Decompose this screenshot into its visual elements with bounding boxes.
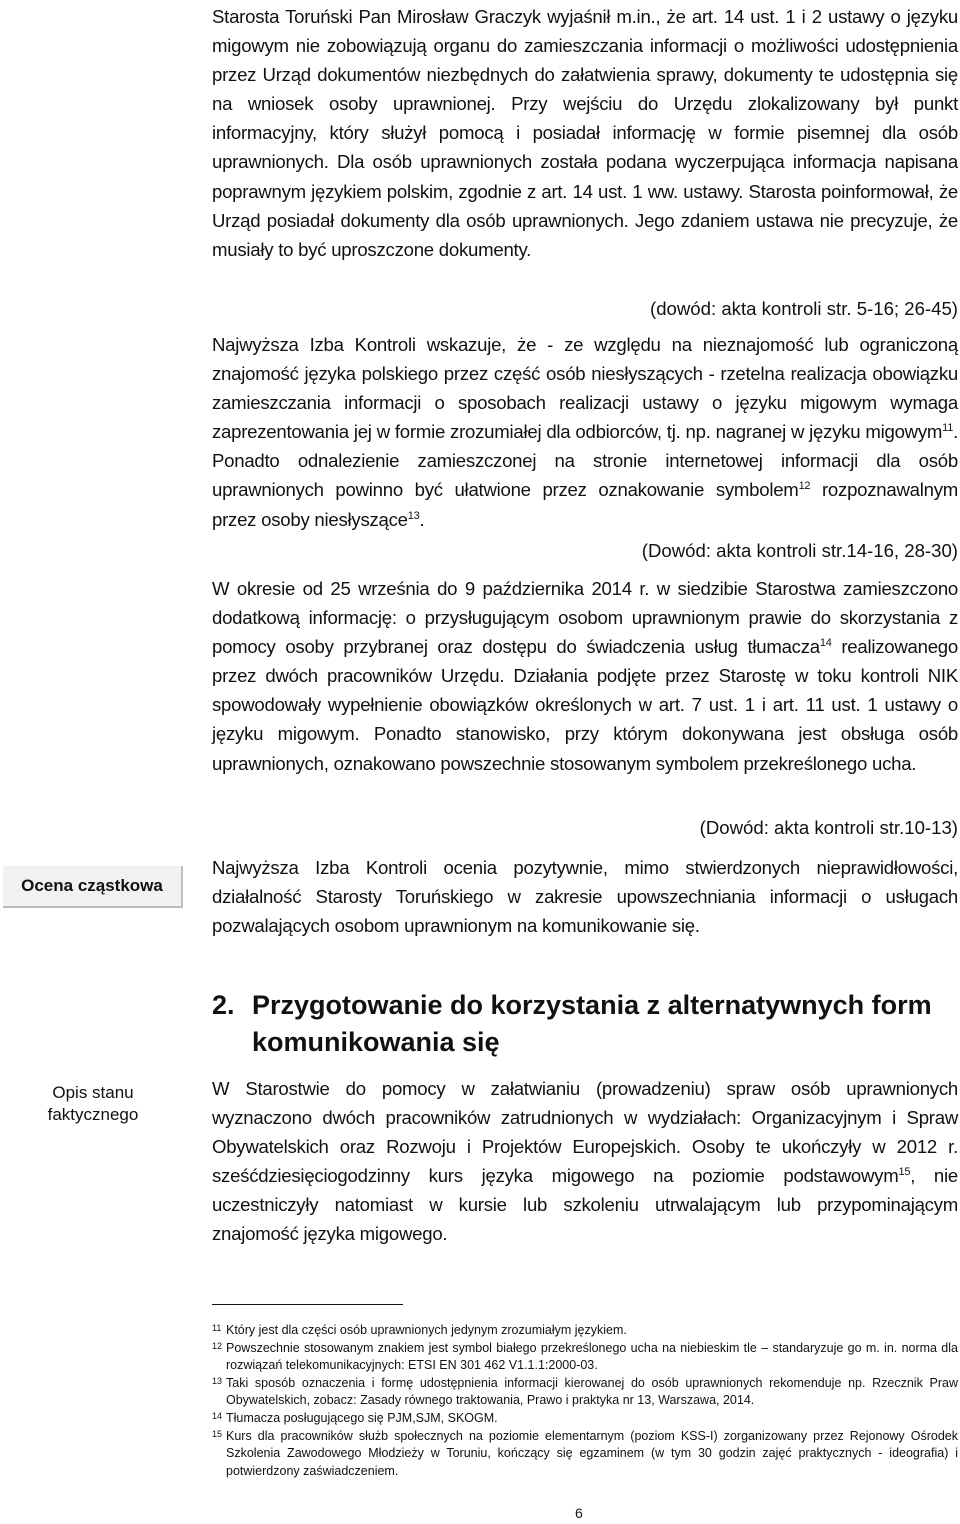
section-heading: [212, 987, 958, 1061]
paragraph-text: [212, 574, 958, 778]
text-segment: Najwyższa Izba Kontroli wskazuje, że - ze względu na nieznajomość lub ograniczoną znajomość języka polskiego przez część osób niesłyszących - rzetelna realizacja obowiązku zamieszczania informacji o sposobach realizacji ustawy o języku migowym wymaga zaprezentowania jej w formie zrozumiałej dla odbiorców, tj. np. nagranej w języku migowym: [212, 334, 958, 443]
footnotes: [212, 1322, 958, 1480]
paragraph-text: Starosta Toruński Pan Mirosław Graczyk wyjaśnił m.in., że art. 14 ust. 1 i 2 ustawy o języku migowym nie zobowiązują organu do zamieszczania informacji o możliwości udostępnienia przez Urząd dokumentów niezbędnych do załatwienia sprawy, dokumenty te udostępnia się na wniosek osoby uprawnionej. Przy wejściu do Urzędu zlokalizowany był punkt informacyjny, który służył pomocą i posiadał informację w formie pisemnej dla osób uprawnionych. Dla osób uprawnionych została podana wyczerpująca informacja napisana poprawnym językiem polskim, zgodnie z art. 14 ust. 1 ww. ustawy. Starosta poinformował, że Urząd posiadał dokumenty dla osób uprawnionych. Jego zdaniem ustawa nie precyzuje, że musiały to być uproszczone dokumenty.: [212, 6, 958, 260]
evidence-note-2: [212, 536, 958, 565]
footnote-text: Który jest dla części osób uprawnionych jedynym zrozumiałym językiem.: [226, 1323, 627, 1337]
text-segment: W okresie od 25 września do 9 października 2014 r. w siedzibie Starostwa zamieszczono dodatkową informację: o przysługującym osobom uprawnionym prawie do skorzystania z pomocy osoby przybranej oraz dostępu do świadczenia usług tłumacza: [212, 578, 958, 658]
paragraph-partial-assessment: [212, 853, 958, 940]
footnote-15: [212, 1428, 958, 1481]
footnote-12: [212, 1340, 958, 1375]
paragraph-additional-information: [212, 574, 958, 778]
footnote-separator: [212, 1304, 403, 1305]
text-segment: , nie uczestniczyły natomiast w kursie lub szkoleniu utrwalającym lub przypominającym znajomość języka migowego.: [212, 1165, 958, 1245]
side-label-line: Opis stanu: [52, 1083, 134, 1102]
footnote-ref-15[interactable]: 15: [898, 1166, 911, 1179]
footnote-ref-11[interactable]: 11: [942, 422, 954, 435]
text-segment: . Ponadto odnalezienie zamieszczonej na stronie internetowej informacji dla osób uprawnionych powinno być ułatwione przez oznakowanie symbolem: [212, 421, 958, 501]
side-label-opis-stanu-faktycznego: [0, 1082, 186, 1126]
footnote-number: 11: [212, 1323, 222, 1333]
paragraph-nik-recommendation: [212, 330, 958, 534]
footnote-number: 13: [212, 1375, 223, 1386]
section-number: 2.: [212, 990, 235, 1020]
footnote-text: Tłumacza posługującego się PJM,SJM, SKOGM.: [226, 1410, 498, 1425]
footnote-number: 15: [212, 1428, 223, 1439]
footnote-13: [212, 1375, 958, 1410]
footnote-number: 14: [212, 1410, 223, 1421]
paragraph-text: Najwyższa Izba Kontroli ocenia pozytywnie, mimo stwierdzonych nieprawidłowości, działalność Starosty Toruńskiego w zakresie upowszechniania informacji o usługach pozwalających osobom uprawnionym na komunikowanie się.: [212, 857, 958, 937]
page-number: 6: [575, 1505, 583, 1521]
evidence-text: (Dowód: akta kontroli str.10-13): [699, 817, 958, 838]
paragraph-starosta-explanation: [212, 2, 958, 264]
paragraph-text: [212, 1074, 958, 1249]
side-label-ocena-czastkowa: [3, 866, 183, 908]
footnote-number: 12: [212, 1340, 223, 1351]
text-segment: realizowanego przez dwóch pracowników Urzędu. Działania podjęte przez Starostę w toku kontroli NIK spowodowały wypełnienie obowiązków określonych w art. 7 ust. 1 i art. 11 ust. 1 ustawy o języku migowym. Ponadto stanowisko, przy którym dokonywana jest obsługa osób uprawnionych, oznakowano powszechnie stosowanym symbolem przekreślonego ucha.: [212, 636, 958, 774]
text-segment: .: [419, 508, 425, 530]
footnote-ref-12[interactable]: 12: [798, 480, 811, 493]
footnote-text: Kurs dla pracowników służb społecznych na poziomie elementarnym (poziom KSS-I) zorganizowany przez Rejonowy Ośrodek Szkolenia Zawodowego Młodzieży w Toruniu, kończący się egzaminem (w tym 30 godzin zajęć praktycznych - ideografia) i potwierdzony zaświadczeniem.: [226, 1428, 958, 1478]
evidence-text: (Dowód: akta kontroli str.14-16, 28-30): [641, 540, 958, 561]
footnote-text: Powszechnie stosowanym znakiem jest symbol białego przekreślonego ucha na niebieskim tle – standaryzuje go m. in. norma dla rozwiązań telekomunikacyjnych: ETSI EN 301 462 V1.1.1:2000-03.: [226, 1340, 958, 1373]
footnote-ref-14[interactable]: 14: [819, 637, 832, 649]
evidence-text: (dowód: akta kontroli str. 5-16; 26-45): [650, 298, 958, 319]
section-title-line-1: Przygotowanie do korzystania z alternatywnych form: [252, 990, 932, 1020]
footnote-14: [212, 1410, 958, 1428]
side-label-text: Ocena cząstkowa: [21, 876, 163, 895]
footnote-ref-13[interactable]: 13: [407, 509, 420, 522]
paragraph-text: [212, 330, 958, 534]
footnote-text: Taki sposób oznaczenia i formę udostępnienia informacji kierowanej do osób uprawnionych rekomenduje np. Rzecznik Praw Obywatelskich, zobacz: Zasady równego traktowania, Prawo i praktyka nr 13, Warszawa, 2014.: [226, 1375, 958, 1408]
text-segment: rozpoznawalnym przez osoby niesłyszące: [212, 479, 959, 530]
footnote-11: [212, 1322, 958, 1340]
section-title-line-2: komunikowania się: [252, 1027, 500, 1057]
evidence-note-1: [212, 294, 958, 323]
side-label-line: faktycznego: [47, 1105, 139, 1124]
text-segment: W Starostwie do pomocy w załatwianiu (prowadzeniu) spraw osób uprawnionych wyznaczono dwóch pracowników zatrudnionych w wydziałach: Organizacyjnym i Spraw Obywatelskich oraz Rozwoju i Projektów Europejskich. Osoby te ukończyły w 2012 r. sześćdziesięciogodzinny kurs języka migowego na poziomie podstawowym: [212, 1078, 958, 1187]
paragraph-sign-language-staff: [212, 1074, 958, 1249]
evidence-note-3: [212, 813, 958, 842]
